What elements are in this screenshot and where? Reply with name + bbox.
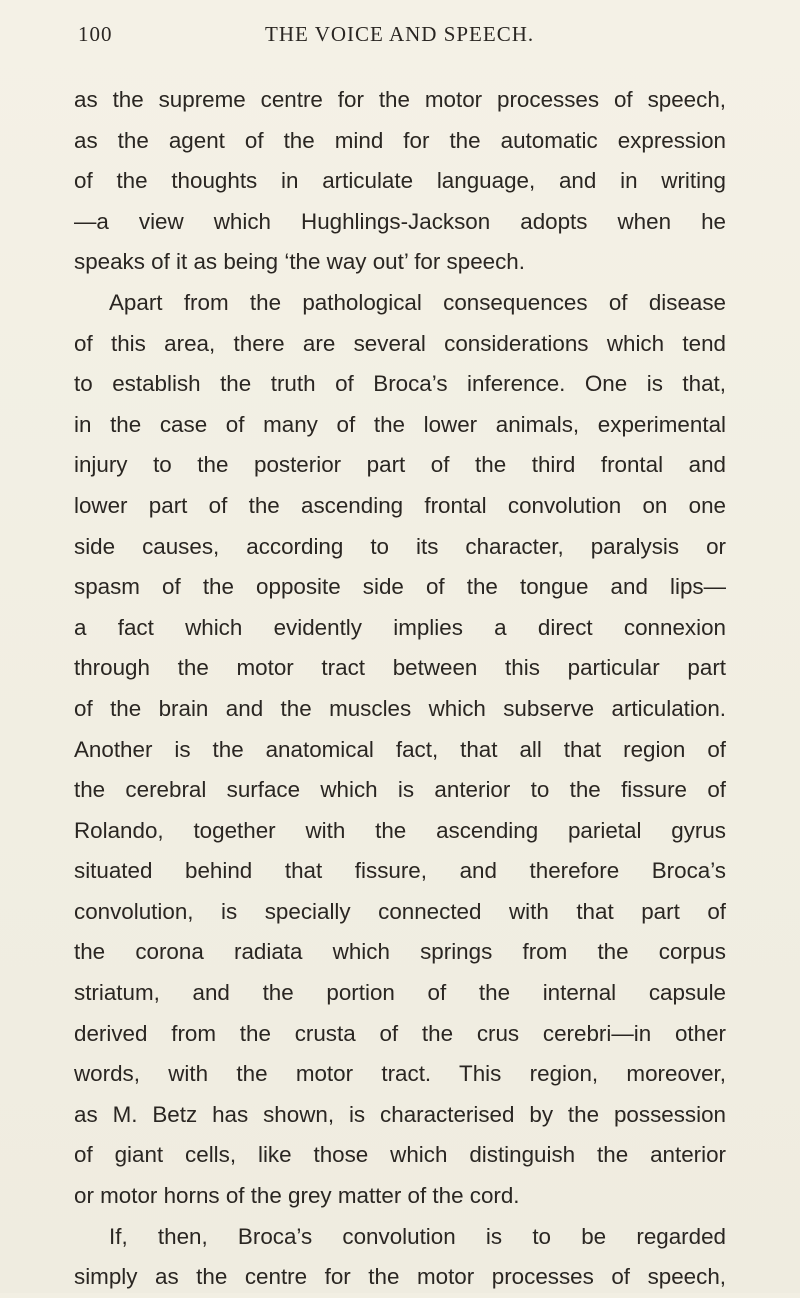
text-line: of the brain and the muscles which subserve articulation.	[74, 695, 726, 721]
text-line: simply as the centre for the motor processes of speech,	[74, 1264, 726, 1290]
body-text	[74, 80, 726, 1298]
text-line: striatum, and the portion of the internal capsule	[74, 980, 726, 1006]
text-line: as M. Betz has shown, is characterised by the possession	[74, 1101, 726, 1127]
text-line: —a view which Hughlings-Jackson adopts when he	[74, 208, 726, 234]
text-line: derived from the crusta of the crus cerebri—in other	[74, 1020, 726, 1046]
running-title: THE VOICE AND SPEECH.	[265, 22, 535, 46]
text-line: the corona radiata which springs from the corpus	[74, 939, 726, 965]
page-number: 100	[78, 22, 113, 46]
text-line: words, with the motor tract. This region, moreover,	[74, 1061, 726, 1087]
text-line: the cerebral surface which is anterior to the fissure of	[74, 777, 726, 803]
text-line: through the motor tract between this particular part	[74, 655, 726, 681]
text-line: convolution, is specially connected with that part of	[74, 898, 726, 924]
text-line: spasm of the opposite side of the tongue and lips—	[74, 574, 726, 600]
text-line: in the case of many of the lower animals, experimental	[74, 411, 726, 437]
text-line: lower part of the ascending frontal convolution on one	[74, 492, 726, 518]
text-line: as the supreme centre for the motor processes of speech,	[74, 87, 726, 112]
text-line: of this area, there are several considerations which tend	[74, 330, 726, 356]
text-line: If, then, Broca’s convolution is to be regarded	[109, 1223, 726, 1249]
text-line: injury to the posterior part of the third frontal and	[74, 452, 726, 478]
text-line: of the thoughts in articulate language, and in writing	[74, 168, 726, 194]
running-head	[78, 22, 728, 52]
text-line: to establish the truth of Broca’s inference. One is that,	[74, 371, 726, 397]
text-line: side causes, according to its character, paralysis or	[74, 533, 726, 559]
text-line: as the agent of the mind for the automatic expression	[74, 127, 726, 153]
text-line: a fact which evidently implies a direct connexion	[74, 614, 726, 640]
text-line: or motor horns of the grey matter of the cord.	[74, 1183, 520, 1209]
text-line: Another is the anatomical fact, that all that region of	[74, 736, 726, 762]
text-line: Apart from the pathological consequences of disease	[109, 289, 726, 315]
text-line: situated behind that fissure, and therefore Broca’s	[74, 858, 726, 884]
text-line: of giant cells, like those which distinguish the anterior	[74, 1142, 726, 1168]
text-line: speaks of it as being ‘the way out’ for speech.	[74, 249, 525, 275]
text-line: Rolando, together with the ascending parietal gyrus	[74, 817, 726, 843]
